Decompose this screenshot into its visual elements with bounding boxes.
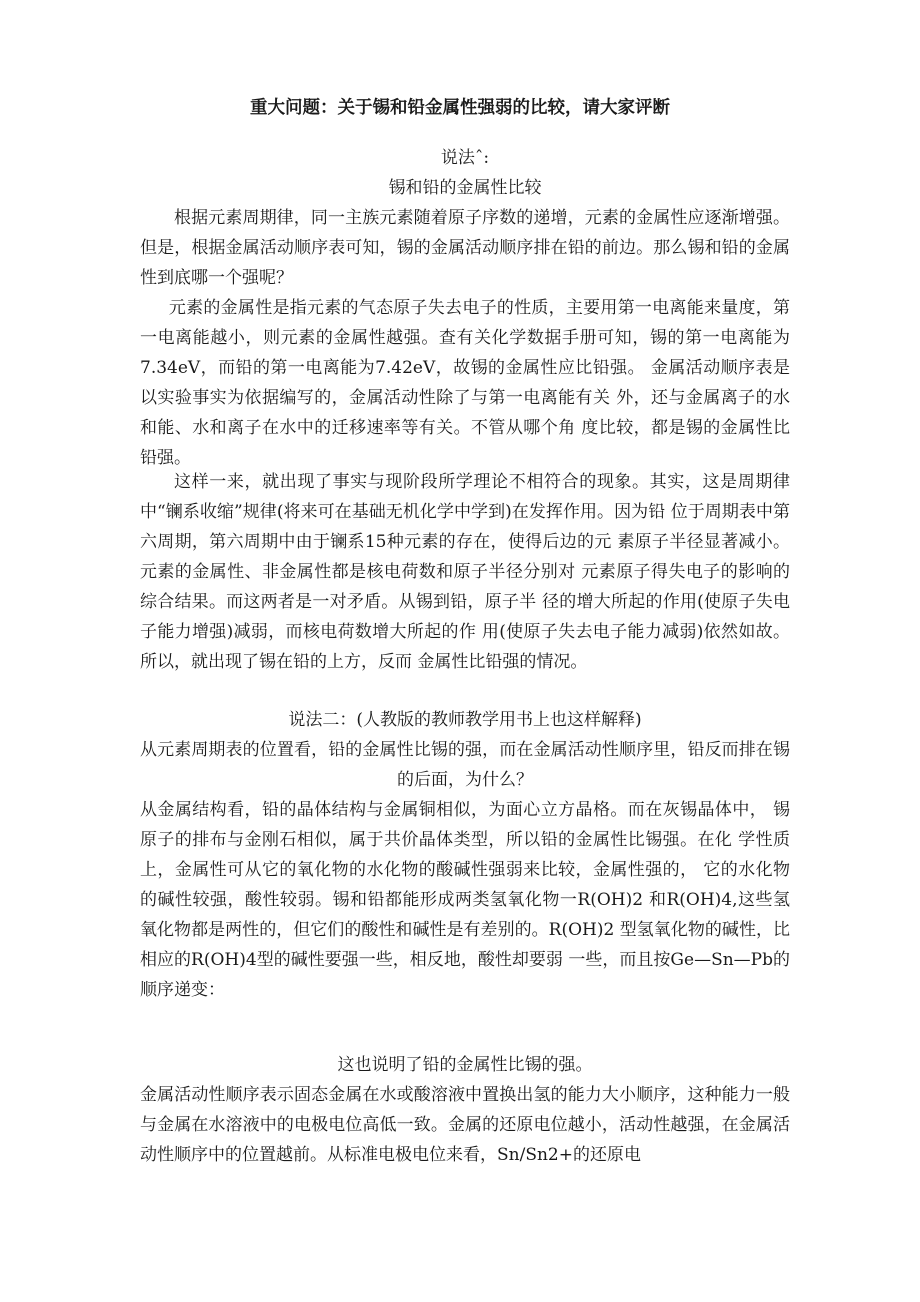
view1-paragraph-3: 这样一来，就出现了事实与现阶段所学理论不相符合的现象。其实，这是周期律中“镧系收缩”规律(将来可在基础无机化学中学到)在发挥作用。因为铅 位于周期表中第六周期，第六周期中由于镧系15种元素的存在，使得后边的元 素原子半径显著减小。元素的金属性、非金属性都是核电荷数和原子半径分别对 元素原子得失电子的影响的综合结果。而这两者是一对矛盾。从锡到铅，原子半 径的增大所起的作用(使原子失电子能力增强)减弱，而核电荷数增大所起的作 用(使原子失去电子能力减弱)依然如故。所以，就出现了锡在铅的上方，反而 金属性比铅强的情况。 <box>140 472 790 672</box>
view2-question: 从元素周期表的位置看，铅的金属性比锡的强，而在金属活动性顺序里，铅反而排在锡的后面，为什么？ <box>140 740 790 790</box>
view1-paragraph-2: 元素的金属性是指元素的气态原子失去电子的性质，主要用第一电离能来量度，第一电离能越小，则元素的金属性越强。查有关化学数据手册可知，锡的第一电离能为7.34eV，而铅的第一电离能为7.42eV，故锡的金属性应比铅强。 金属活动顺序表是以实验事实为依据编写的，金属活动性除了与第一电离能有关 外，还与金属离子的水和能、水和离子在水中的迁移速率等有关。不管从哪个角 度比较，都是锡的金属性比铅强。 <box>140 298 790 468</box>
view2-paragraph: 从金属结构看，铅的晶体结构与金属铜相似，为面心立方晶格。而在灰锡晶体中， 锡原子的排布与金刚石相似，属于共价晶体类型，所以铅的金属性比锡强。在化 学性质上，金属性可从它的氧化物的水化物的酸碱性强弱来比较，金属性强的， 它的水化物的碱性较强，酸性较弱。锡和铅都能形成两类氢氧化物一R(OH)2 和R(OH)4,这些氢氧化物都是两性的，但它们的酸性和碱性是有差别的。R(OH)2 型氢氧化物的碱性，比相应的R(OH)4型的碱性要强一些，相反地，酸性却要弱 一些，而且按Ge—Sn—Pb的顺序递变： <box>140 800 790 1000</box>
view2-heading: 说法二：(人教版的教师教学用书上也这样解释) <box>288 710 642 730</box>
view1-subheading: 锡和铅的金属性比较 <box>388 178 542 198</box>
view2-conclusion: 这也说明了铅的金属性比锡的强。 <box>337 1055 593 1075</box>
view1-heading: 说法ˆ: <box>440 148 490 168</box>
view2-closing-paragraph: 金属活动性顺序表示固态金属在水或酸溶液中置换出氢的能力大小顺序，这种能力一般与金属在水溶液中的电极电位高低一致。金属的还原电位越小，活动性越强，在金属活动性顺序中的位置越前。从标准电极电位来看，Sn/Sn2+的还原电 <box>140 1085 790 1165</box>
view1-paragraph-1: 根据元素周期律，同一主族元素随着原子序数的递增，元素的金属性应逐渐增强。但是，根据金属活动顺序表可知，锡的金属活动顺序排在铅的前边。那么锡和铅的金属性到底哪一个强呢？ <box>140 208 790 288</box>
document-title: 重大问题：关于锡和铅金属性强弱的比较，请大家评断 <box>250 98 670 118</box>
